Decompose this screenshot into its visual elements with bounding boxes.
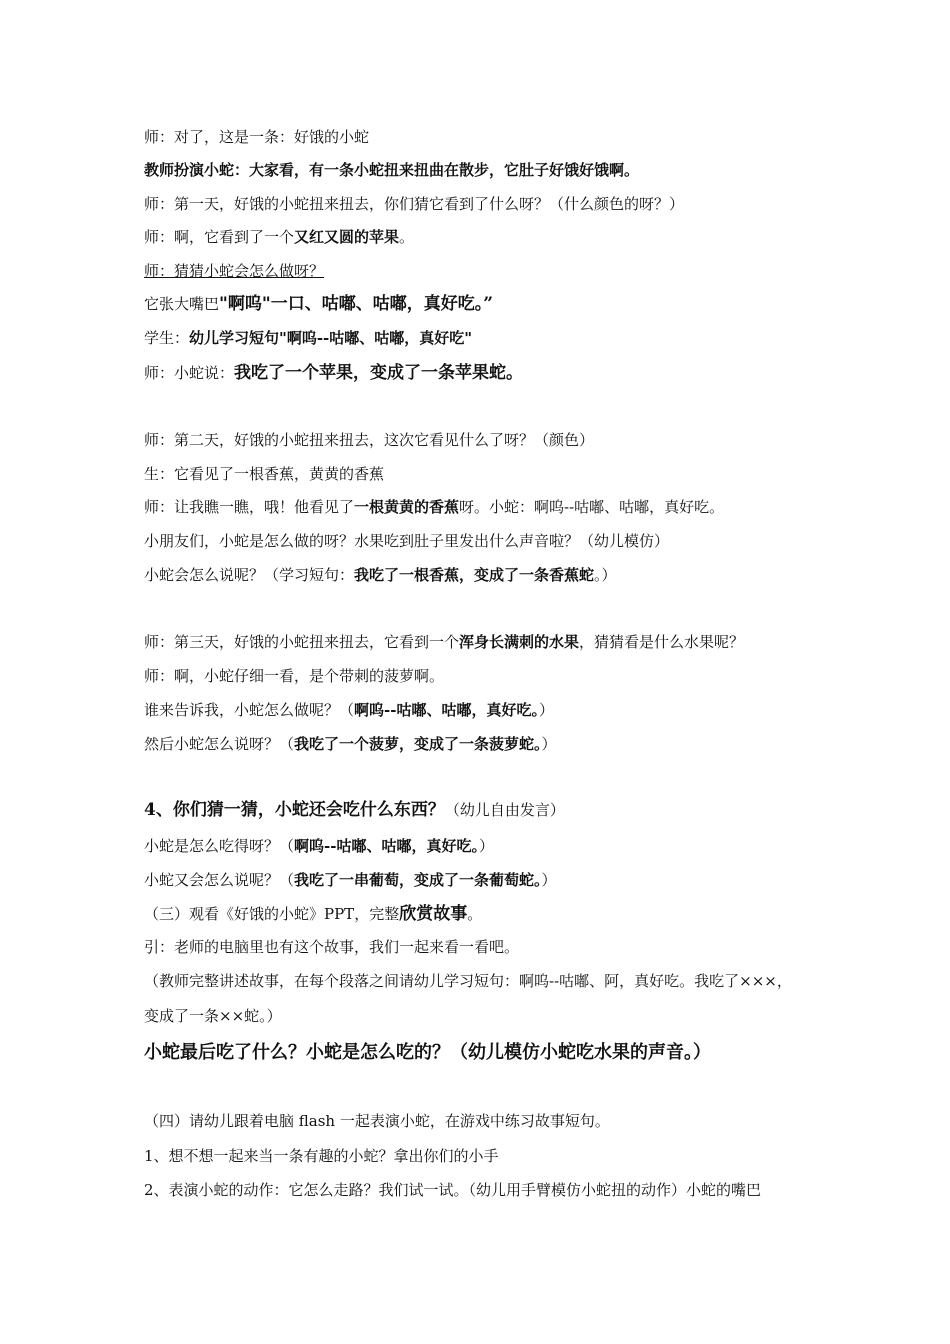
highlight-question: 小蛇最后吃了什么？小蛇是怎么吃的？（幼儿模仿小蛇吃水果的声音。） — [144, 1042, 711, 1063]
text-line: 师：啊，小蛇仔细一看，是个带刺的菠萝啊。 — [144, 667, 445, 685]
text-line: （教师完整讲述故事，在每个段落之间请幼儿学习短句：啊呜--咕嘟、阿，真好吃。我吃了×××， — [144, 972, 792, 990]
text-line: 师：小蛇说：我吃了一个苹果，变成了一条苹果蛇。 — [144, 363, 524, 383]
text-line: （三）观看《好饿的小蛇》PPT，完整欣赏故事。 — [144, 904, 483, 924]
text-line: 师：对了，这是一条：好饿的小蛇 — [144, 128, 370, 146]
text-line: 师：第二天，好饿的小蛇扭来扭去，这次它看见什么了呀？（颜色） — [144, 431, 595, 449]
text-line: （四）请幼儿跟着电脑 flash 一起表演小蛇，在游戏中练习故事短句。 — [144, 1112, 610, 1130]
text-line: 师：猜猜小蛇会怎么做呀？ — [144, 262, 325, 280]
text-line: 引：老师的电脑里也有这个故事，我们一起来看一看吧。 — [144, 938, 520, 956]
text-line: 小蛇是怎么吃得呀？（啊呜--咕嘟、咕嘟，真好吃。） — [144, 837, 494, 855]
text-line: 2、表演小蛇的动作：它怎么走路？我们试一试。（幼儿用手臂模仿小蛇扭的动作）小蛇的嘴巴 — [144, 1181, 762, 1199]
text-line: 小蛇会怎么说呢？（学习短句：我吃了一根香蕉，变成了一条香蕉蛇。） — [144, 566, 617, 584]
text-line: 教师扮演小蛇：大家看，有一条小蛇扭来扭曲在散步，它肚子好饿好饿啊。 — [144, 161, 640, 179]
text-line: 生：它看见了一根香蕉，黄黄的香蕉 — [144, 465, 385, 483]
text-line: 它张大嘴巴"啊呜"一口、咕嘟、咕嘟，真好吃。” — [144, 294, 494, 314]
text-line: 小蛇又会怎么说呢？（我吃了一串葡萄，变成了一条葡萄蛇。） — [144, 871, 557, 889]
text-line: 师：啊，它看到了一个又红又圆的苹果。 — [144, 228, 415, 246]
text-line: 谁来告诉我，小蛇怎么做呢？（啊呜--咕嘟、咕嘟，真好吃。） — [144, 701, 554, 719]
text-line: 小朋友们，小蛇是怎么做的呀？水果吃到肚子里发出什么声音啦？（幼儿模仿） — [144, 532, 670, 550]
section-heading: 4、你们猜一猜，小蛇还会吃什么东西？（幼儿自由发言） — [144, 800, 565, 820]
text-line: 师：第三天，好饿的小蛇扭来扭去，它看到一个浑身长满刺的水果，猜猜看是什么水果呢？ — [144, 633, 745, 651]
text-line: 变成了一条××蛇。） — [144, 1007, 282, 1025]
text-line: 然后小蛇怎么说呀？（我吃了一个菠萝，变成了一条菠萝蛇。） — [144, 735, 557, 753]
text-line: 师：让我瞧一瞧，哦！他看见了一根黄黄的香蕉呀。小蛇：啊呜--咕嘟、咕嘟，真好吃。 — [144, 498, 725, 516]
text-line: 师：第一天，好饿的小蛇扭来扭去，你们猜它看到了什么呀？（什么颜色的呀？） — [144, 195, 685, 213]
text-line: 学生：幼儿学习短句"啊呜--咕嘟、咕嘟，真好吃" — [144, 329, 473, 347]
text-line: 1、想不想一起来当一条有趣的小蛇？拿出你们的小手 — [144, 1147, 499, 1165]
